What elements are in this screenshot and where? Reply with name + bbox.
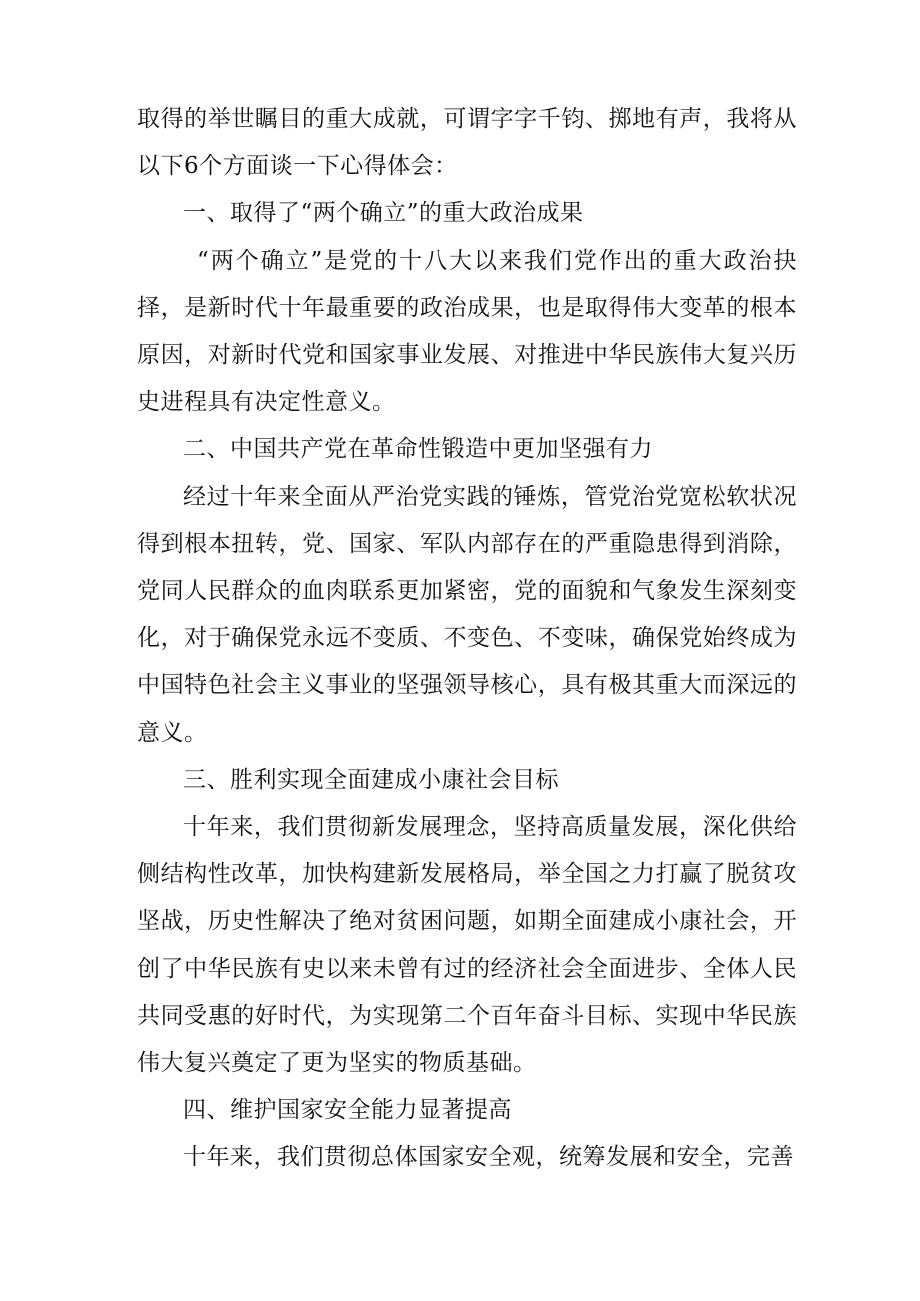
document-body	[137, 96, 797, 1182]
section-body-2: 经过十年来全面从严治党实践的锤炼，管党治党宽松软状况得到根本扭转，党、国家、军队内部存在的严重隐患得到消除，党同人民群众的血肉联系更加紧密，党的面貌和气象发生深刻变化，对于确保党永远不变质、不变色、不变味，确保党始终成为中国特色社会主义事业的坚强领导核心，具有极其重大而深远的意义。	[137, 483, 797, 746]
intro-paragraph: 取得的举世瞩目的重大成就，可谓字字千钧、掷地有声，我将从以下6个方面谈一下心得体会：	[137, 106, 797, 180]
section-body-1: “两个确立”是党的十八大以来我们党作出的重大政治抉择，是新时代十年最重要的政治成果，也是取得伟大变革的根本原因，对新时代党和国家事业发展、对推进中华民族伟大复兴历史进程具有决定性意义。	[137, 247, 797, 416]
section-heading-3: 三、胜利实现全面建成小康社会目标	[183, 766, 559, 793]
section-heading-4: 四、维护国家安全能力显著提高	[183, 1097, 512, 1124]
section-heading-2: 二、中国共产党在革命性锻造中更加坚强有力	[183, 436, 653, 463]
section-body-3: 十年来，我们贯彻新发展理念，坚持高质量发展，深化供给侧结构性改革，加快构建新发展格局，举全国之力打赢了脱贫攻坚战，历史性解决了绝对贫困问题，如期全面建成小康社会，开创了中华民族有史以来未曾有过的经济社会全面进步、全体人民共同受惠的好时代，为实现第二个百年奋斗目标、实现中华民族伟大复兴奠定了更为坚实的物质基础。	[137, 814, 797, 1077]
section-heading-1: 一、取得了“两个确立”的重大政治成果	[183, 200, 584, 227]
section-body-4: 十年来，我们贯彻总体国家安全观，统筹发展和安全，完善	[183, 1144, 794, 1171]
